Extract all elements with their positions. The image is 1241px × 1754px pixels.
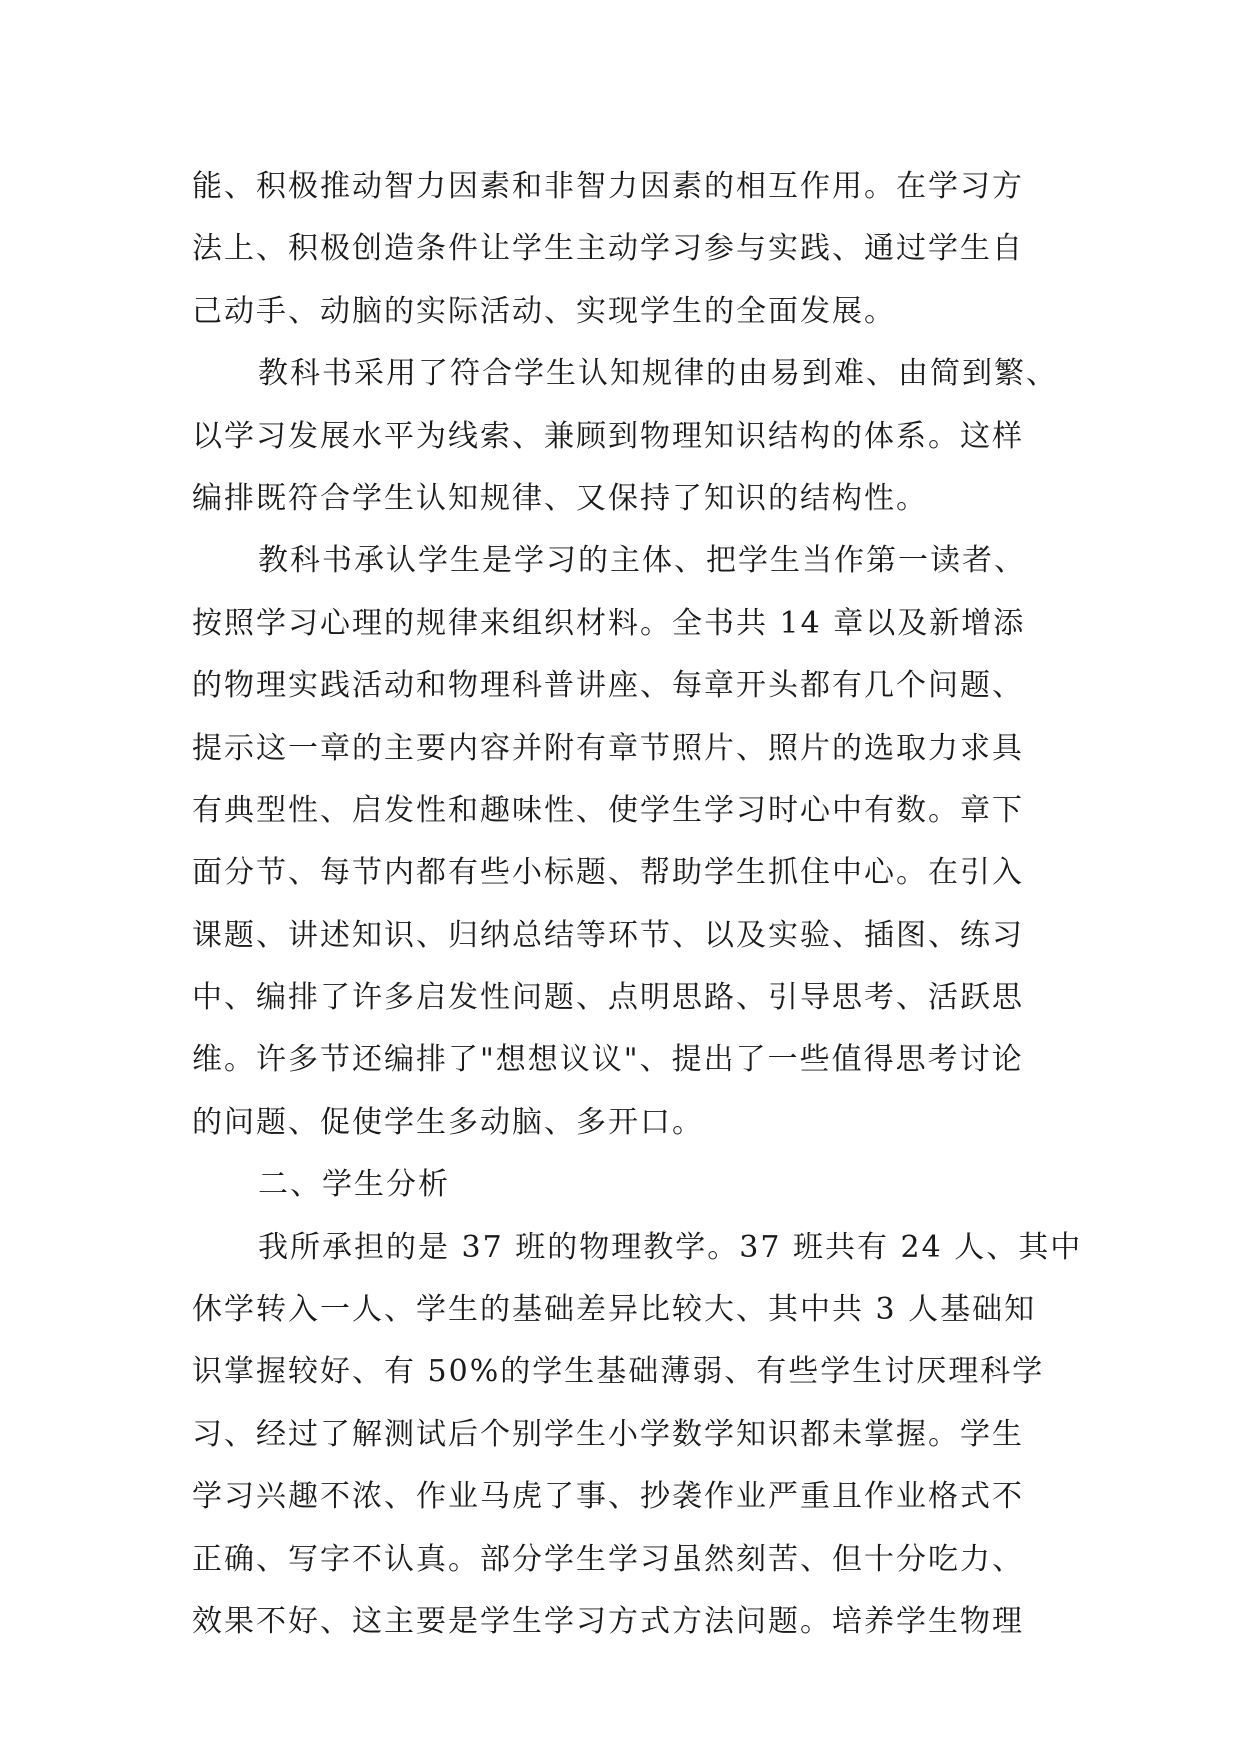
text-line: 的问题、促使学生多动脑、多开口。 [192,1104,704,1140]
text-line: 法上、积极创造条件让学生主动学习参与实践、通过学生自 [192,231,1024,267]
text-line: 识掌握较好、有 50%的学生基础薄弱、有些学生讨厌理科学 [192,1354,1045,1390]
paragraph-first-line: 教科书承认学生是学习的主体、把学生当作第一读者、 [258,543,1026,579]
text-line: 能、积极推动智力因素和非智力因素的相互作用。在学习方 [192,169,1024,204]
text-line: 效果不好、这主要是学生学习方式方法问题。培养学生物理 [192,1603,1024,1639]
text-line: 己动手、动脑的实际活动、实现学生的全面发展。 [192,293,896,329]
text-line: 编排既符合学生认知规律、又保持了知识的结构性。 [192,480,928,516]
text-line: 习、经过了解测试后个别学生小学数学知识都未掌握。学生 [192,1416,1024,1452]
text-line: 面分节、每节内都有些小标题、帮助学生抓住中心。在引入 [192,855,1024,891]
text-line: 有典型性、启发性和趣味性、使学生学习时心中有数。章下 [192,792,1024,828]
text-line: 的物理实践活动和物理科普讲座、每章开头都有几个问题、 [192,668,1024,704]
text-line: 学习兴趣不浓、作业马虎了事、抄袭作业严重且作业格式不 [192,1479,1024,1515]
paragraph-first-line: 教科书采用了符合学生认知规律的由易到难、由简到繁、 [258,356,1058,392]
text-line: 课题、讲述知识、归纳总结等环节、以及实验、插图、练习 [192,917,1024,953]
body-text [192,156,1083,1653]
text-line: 提示这一章的主要内容并附有章节照片、照片的选取力求具 [192,730,1024,766]
paragraph-first-line: 我所承担的是 37 班的物理教学。37 班共有 24 人、其中 [258,1229,1083,1265]
text-line: 中、编排了许多启发性问题、点明思路、引导思考、活跃思 [192,980,1024,1016]
text-line: 休学转入一人、学生的基础差异比较大、其中共 3 人基础知 [192,1292,1037,1328]
text-line: 正确、写字不认真。部分学生学习虽然刻苦、但十分吃力、 [192,1541,1024,1577]
text-line: 维。许多节还编排了"想想议议"、提出了一些值得思考讨论 [192,1042,1024,1078]
text-line: 以学习发展水平为线索、兼顾到物理知识结构的体系。这样 [192,418,1024,454]
text-line: 按照学习心理的规律来组织材料。全书共 14 章以及新增添 [192,605,1026,641]
section-heading: 二、学生分析 [258,1167,450,1203]
